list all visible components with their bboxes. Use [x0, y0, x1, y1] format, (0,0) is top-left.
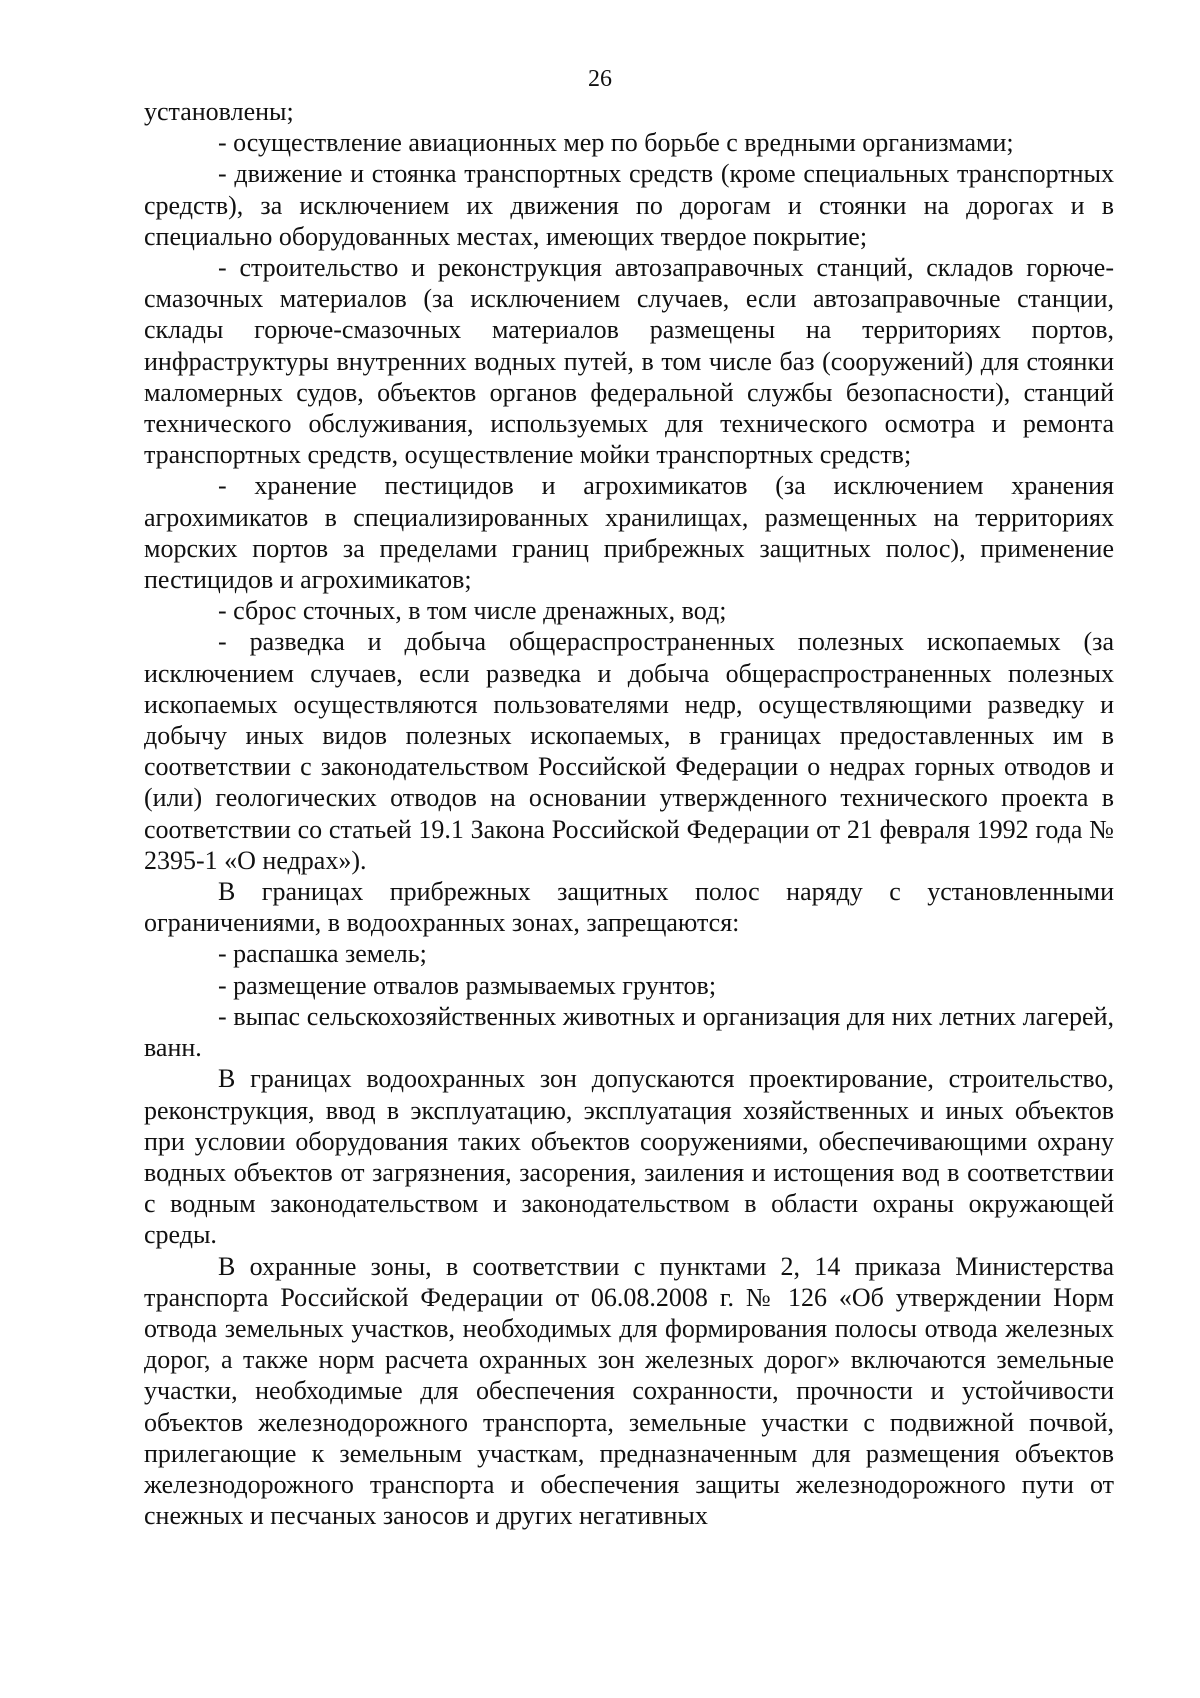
paragraph-mining: - разведка и добыча общераспространенных полезных ископаемых (за исключением случаев, если разведка и добыча общераспространенных полезных ископаемых осуществляются пользователями недр, осуществляющими разведку и добычу иных видов полезных ископаемых, в границах предоставленных им в соответствии с законодательством Российской Федерации о недрах горных отводов и (или) геологических отводов на основании утвержденного технического проекта в соответствии со статьей 19.1 Закона Российской Федерации от 21 февраля 1992 года № 2395-1 «О недрах»). [144, 627, 1114, 875]
paragraph-plowing: - распашка земель; [218, 939, 427, 969]
paragraph-water-protection: В границах водоохранных зон допускаются проектирование, строительство, реконструкция, ввод в эксплуатацию, эксплуатация хозяйственных и иных объектов при условии оборудования таких объектов сооружениями, обеспечивающими охрану водных объектов от загрязнения, засорения, заиления и истощения вод в соответствии с водным законодательством и законодательством в области охраны окружающей среды. [144, 1064, 1114, 1250]
paragraph-dumps: - размещение отвалов размываемых грунтов; [218, 970, 717, 1000]
paragraph-vehicle-movement: - движение и стоянка транспортных средств (кроме специальных транспортных средств), за исключением их движения по дорогам и стоянки на дорогах и в специально оборудованных местах, имеющих твердое покрытие; [144, 159, 1114, 251]
paragraph-pesticides: - хранение пестицидов и агрохимикатов (за исключением хранения агрохимикатов в специализированных хранилищах, размещенных на территориях морских портов за пределами границ прибрежных защитных полос), применение пестицидов и агрохимикатов; [144, 471, 1114, 595]
paragraph-continuation: установлены; [144, 97, 294, 126]
paragraph-wastewater: - сброс сточных, в том числе дренажных, вод; [218, 596, 727, 626]
paragraph-aviation-measures: - осуществление авиационных мер по борьбе с вредными организмами; [218, 128, 1014, 158]
page-number: 26 [588, 66, 612, 92]
paragraph-protected-zones: В охранные зоны, в соответствии с пунктами 2, 14 приказа Министерства транспорта Российской Федерации от 06.08.2008 г. № 126 «Об утверждении Норм отвода земельных участков, необходимых для формирования полосы отвода железных дорог, а также норм расчета охранных зон железных дорог» включаются земельные участки, необходимые для обеспечения сохранности, прочности и устойчивости объектов железнодорожного транспорта, земельные участки с подвижной почвой, прилегающие к земельным участкам, предназначенным для размещения объектов железнодорожного транспорта и обеспечения защиты железнодорожного пути от снежных и песчаных заносов и других негативных [144, 1251, 1114, 1531]
document-body [144, 96, 1114, 1531]
paragraph-coastal-strips: В границах прибрежных защитных полос наряду с установленными ограничениями, в водоохранных зонах, запрещаются: [144, 877, 1114, 938]
paragraph-grazing: - выпас сельскохозяйственных животных и организация для них летних лагерей, ванн. [144, 1001, 1114, 1063]
paragraph-fuel-stations: - строительство и реконструкция автозаправочных станций, складов горюче-смазочных материалов (за исключением случаев, если автозаправочные станции, склады горюче-смазочных материалов размещены на территориях портов, инфраструктуры внутренних водных путей, в том числе баз (сооружений) для стоянки маломерных судов, объектов органов федеральной службы безопасности), станций технического обслуживания, используемых для технического осмотра и ремонта транспортных средств, осуществление мойки транспортных средств; [144, 253, 1114, 470]
